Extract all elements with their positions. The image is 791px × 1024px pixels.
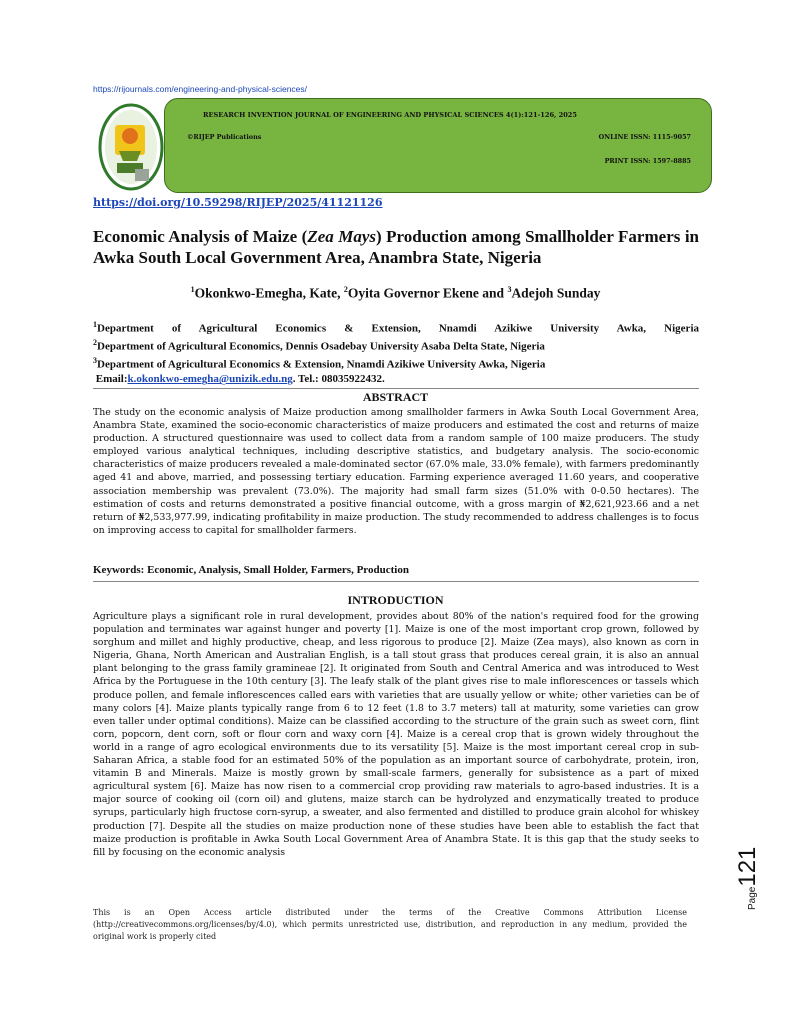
email-link[interactable]: k.okonkwo-emegha@unizik.edu.ng xyxy=(127,373,293,386)
author-2: Oyita Governor Ekene xyxy=(347,285,479,301)
doi-link[interactable]: https://doi.org/10.59298/RIJEP/2025/41121126 xyxy=(93,196,383,209)
online-issn: ONLINE ISSN: 1115-9057 xyxy=(598,133,691,141)
affiliations xyxy=(93,318,699,387)
abstract-text: The study on the economic analysis of Maize production among smallholder farmers in Awka South Local Government Area, Anambra State, examined the socio-economic characteristics of maize producers and estimated the cost and returns of maize production. A structured questionnaire was used to collect data from a random sample of 100 maize producers. The study employed various analytical techniques, including descriptive statistics, and budgetary analysis. The socio-economic characteristics of maize producers revealed a male-dominated sector (67.0% male, 33.0% female), with farmers predominantly aged 41 and above, married, and possessing tertiary education. Farming experience averaged 11.60 years, and cooperative association membership was prevalent (73.0%). The majority had small farm sizes (51.0% with 0-0.50 hectares). The estimation of costs and returns demonstrated a positive financial outcome, with a gross margin of ₦2,621,923.66 and a net return of ₦2,533,977.99, indicating profitability in maize production. The study recommended to address challenges is to focus on improving access to capital for smallholder farmers. xyxy=(93,407,699,536)
journal-name: RESEARCH INVENTION JOURNAL OF ENGINEERING AND PHYSICAL SCIENCES 4(1):121-126, 2025 xyxy=(203,111,577,119)
affiliation-3: $^3$Department of Agricultural Economics & Extension, Nnamdi Azikiwe University Awka, Nigeria xyxy=(93,356,546,371)
journal-url[interactable]: https://rijournals.com/engineering-and-physical-sciences/ xyxy=(93,84,308,94)
print-issn: PRINT ISSN: 1597-8885 xyxy=(604,157,691,165)
license-footer: This is an Open Access article distributed under the terms of the Creative Commons Attribution License (http://creativecommons.org/licenses/by/4.0), which permits unrestricted use, distribution, and reproduction in any medium, provided the original work is properly cited xyxy=(93,908,687,941)
author-1: Okonkwo-Emegha, Kate xyxy=(194,285,338,301)
author-3: Adejoh Sunday xyxy=(511,285,601,301)
author-list: $^1$Okonkwo-Emegha, Kate, $^2$Oyita Governor Ekene and $^3$Adejoh Sunday xyxy=(190,285,601,301)
introduction-text: Agriculture plays a significant role in rural development, provides about 80% of the nation's required food for the growing population and terminates war against hunger and poverty [1]. Maize is one of the most important crop grown, followed by sorghum and millet and highly productive, cheap, and less rigorous to produce [2]. Maize (Zea mays), also known as corn in Nigeria, Ghana, North American and Australian English, is a tall stout grass that produces cereal grain, it is also an annual plant belonging to the grass family gramineae [2]. It originated from South and Central America and was introduced to West Africa by the Portuguese in the 10th century [3]. The leafy stalk of the plant gives rise to male inflorescences or tassels which produce pollen, and female inflorescences called ears with varieties that are usually yellow or white; other varieties can be of many colors [4]. Maize plants typically range from 6 to 12 feet (1.8 to 3.7 meters) tall at maturity, some varieties can grow even taller under optimal conditions). Maize can be classified according to the structure of the grain such as sweet corn, flint corn, popcorn, dent corn, soft or flour corn and waxy corn [4]. Maize is a cereal crop that is grown widely throughout the world in a range of agro ecological environments due to its versatility [5]. Maize is the most important cereal crop in sub-Saharan Africa, a stable food for an estimated 50% of the population as an important source of carbohydrate, protein, iron, vitamin B and Minerals. Maize is mostly grown by small-scale farmers, generally for subsistence as a part of mixed agricultural system [6]. Maize has now risen to a commercial crop providing raw materials to agro-based industries. It is a major source of cooking oil (corn oil) and glutens, maize starch can be hydrolyzed and enzymatically treated to produce syrups, particularly high fructose corn-syrup, a sweater, and also fermented and distilled to produce grain alcohol for whiskey production [7]. Despite all the studies on maize production none of these studies have been able to establish the fact that maize production is profitable in Awka South Local Government Area of Anambra State. It is this gap that the study seeks to fill by focusing on the economic analysis xyxy=(93,611,699,858)
contact-line: Email:k.okonkwo-emegha@unizik.edu.ng. Tel.: 08035922432. xyxy=(95,373,385,386)
page-number xyxy=(728,838,768,918)
page-value: 121 xyxy=(734,846,761,887)
page-label: Page xyxy=(747,886,758,910)
intro-top-rule xyxy=(93,581,699,582)
introduction-heading: INTRODUCTION xyxy=(347,593,444,607)
affiliation-1: $^1$Department of Agricultural Economics & Extension, Nnamdi Azikiwe University Awka, Nigeria xyxy=(93,320,699,335)
keywords: Keywords: Economic, Analysis, Small Holder, Farmers, Production xyxy=(93,564,409,576)
journal-banner xyxy=(164,98,712,193)
abstract-top-rule xyxy=(93,388,699,389)
publisher-label: ©RIJEP Publications xyxy=(187,133,262,141)
paper-title: Economic Analysis of Maize (Zea Mays) Production among Smallholder Farmers in Awka South Local Government Area, Anambra State, Nigeria xyxy=(93,227,699,267)
journal-logo-icon xyxy=(97,103,167,191)
abstract-heading: ABSTRACT xyxy=(362,390,429,404)
affiliation-2: $^2$Department of Agricultural Economics, Dennis Osadebay University Asaba Delta State, Nigeria xyxy=(93,338,545,353)
